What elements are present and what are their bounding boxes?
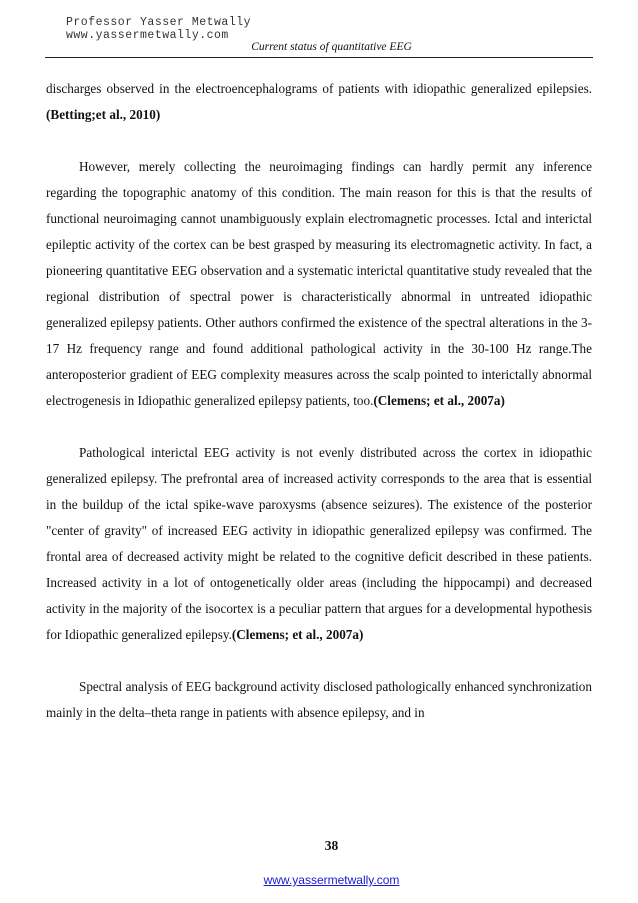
header-author: Professor Yasser Metwally: [66, 16, 252, 29]
citation: (Clemens; et al., 2007a): [373, 393, 505, 408]
running-title: Current status of quantitative EEG: [251, 41, 412, 53]
paragraph-text: However, merely collecting the neuroimaging findings can hardly permit any inference regarding the topographic anatomy of this condition. The main reason for this is that the results of functional neuroimaging cannot unambiguously explain electromagnetic processes. Ictal and interictal epileptic activity of the cortex can be best grasped by measuring its electromagnetic activity. In fact, a pioneering quantitative EEG observation and a systematic interictal quantitative study revealed that the regional distribution of spectral power is characteristically abnormal in untreated idiopathic generalized epilepsy patients. Other authors confirmed the existence of the spectral alterations in the 3-17 Hz frequency range and found additional pathological activity in the 30-100 Hz range.The anteroposterior gradient of EEG complexity measures across the scalp pointed to interictally abnormal electrogenesis in Idiopathic generalized epilepsy patients, too.: [46, 159, 592, 408]
footer-website-link[interactable]: www.yassermetwally.com: [263, 873, 400, 887]
paragraph-text: Pathological interictal EEG activity is not evenly distributed across the cortex in idiopathic generalized epilepsy. The prefrontal area of increased activity corresponds to the area that is essential in the buildup of the ictal spike-wave paroxysms (absence seizures). The existence of the posterior "center of gravity" of increased EEG activity in idiopathic generalized epilepsy was confirmed. The frontal area of decreased activity might be related to the cognitive deficit described in these patients. Increased activity in a lot of ontogenetically older areas (including the hippocampi) and decreased activity in the majority of the isocortex is a peculiar pattern that argues for a developmental hypothesis for Idiopathic generalized epilepsy.: [46, 445, 592, 642]
paragraph-2: [46, 154, 592, 414]
paragraph-3: [46, 440, 592, 648]
paragraph-4: [46, 674, 592, 726]
header-rule: [45, 57, 593, 58]
paragraph-1: [46, 76, 592, 128]
paragraph-text: Spectral analysis of EEG background activity disclosed pathologically enhanced synchronization mainly in the delta–theta range in patients with absence epilepsy, and in: [46, 679, 592, 720]
citation: (Clemens; et al., 2007a): [231, 627, 364, 642]
body-text: [46, 76, 592, 726]
paragraph-text: discharges observed in the electroencephalograms of patients with idiopathic generalized epilepsies.: [46, 81, 592, 96]
page-number: 38: [324, 838, 339, 853]
citation: (Betting;et al., 2010): [46, 107, 161, 122]
header-author-block: [66, 16, 251, 42]
header-website: www.yassermetwally.com: [66, 29, 229, 42]
